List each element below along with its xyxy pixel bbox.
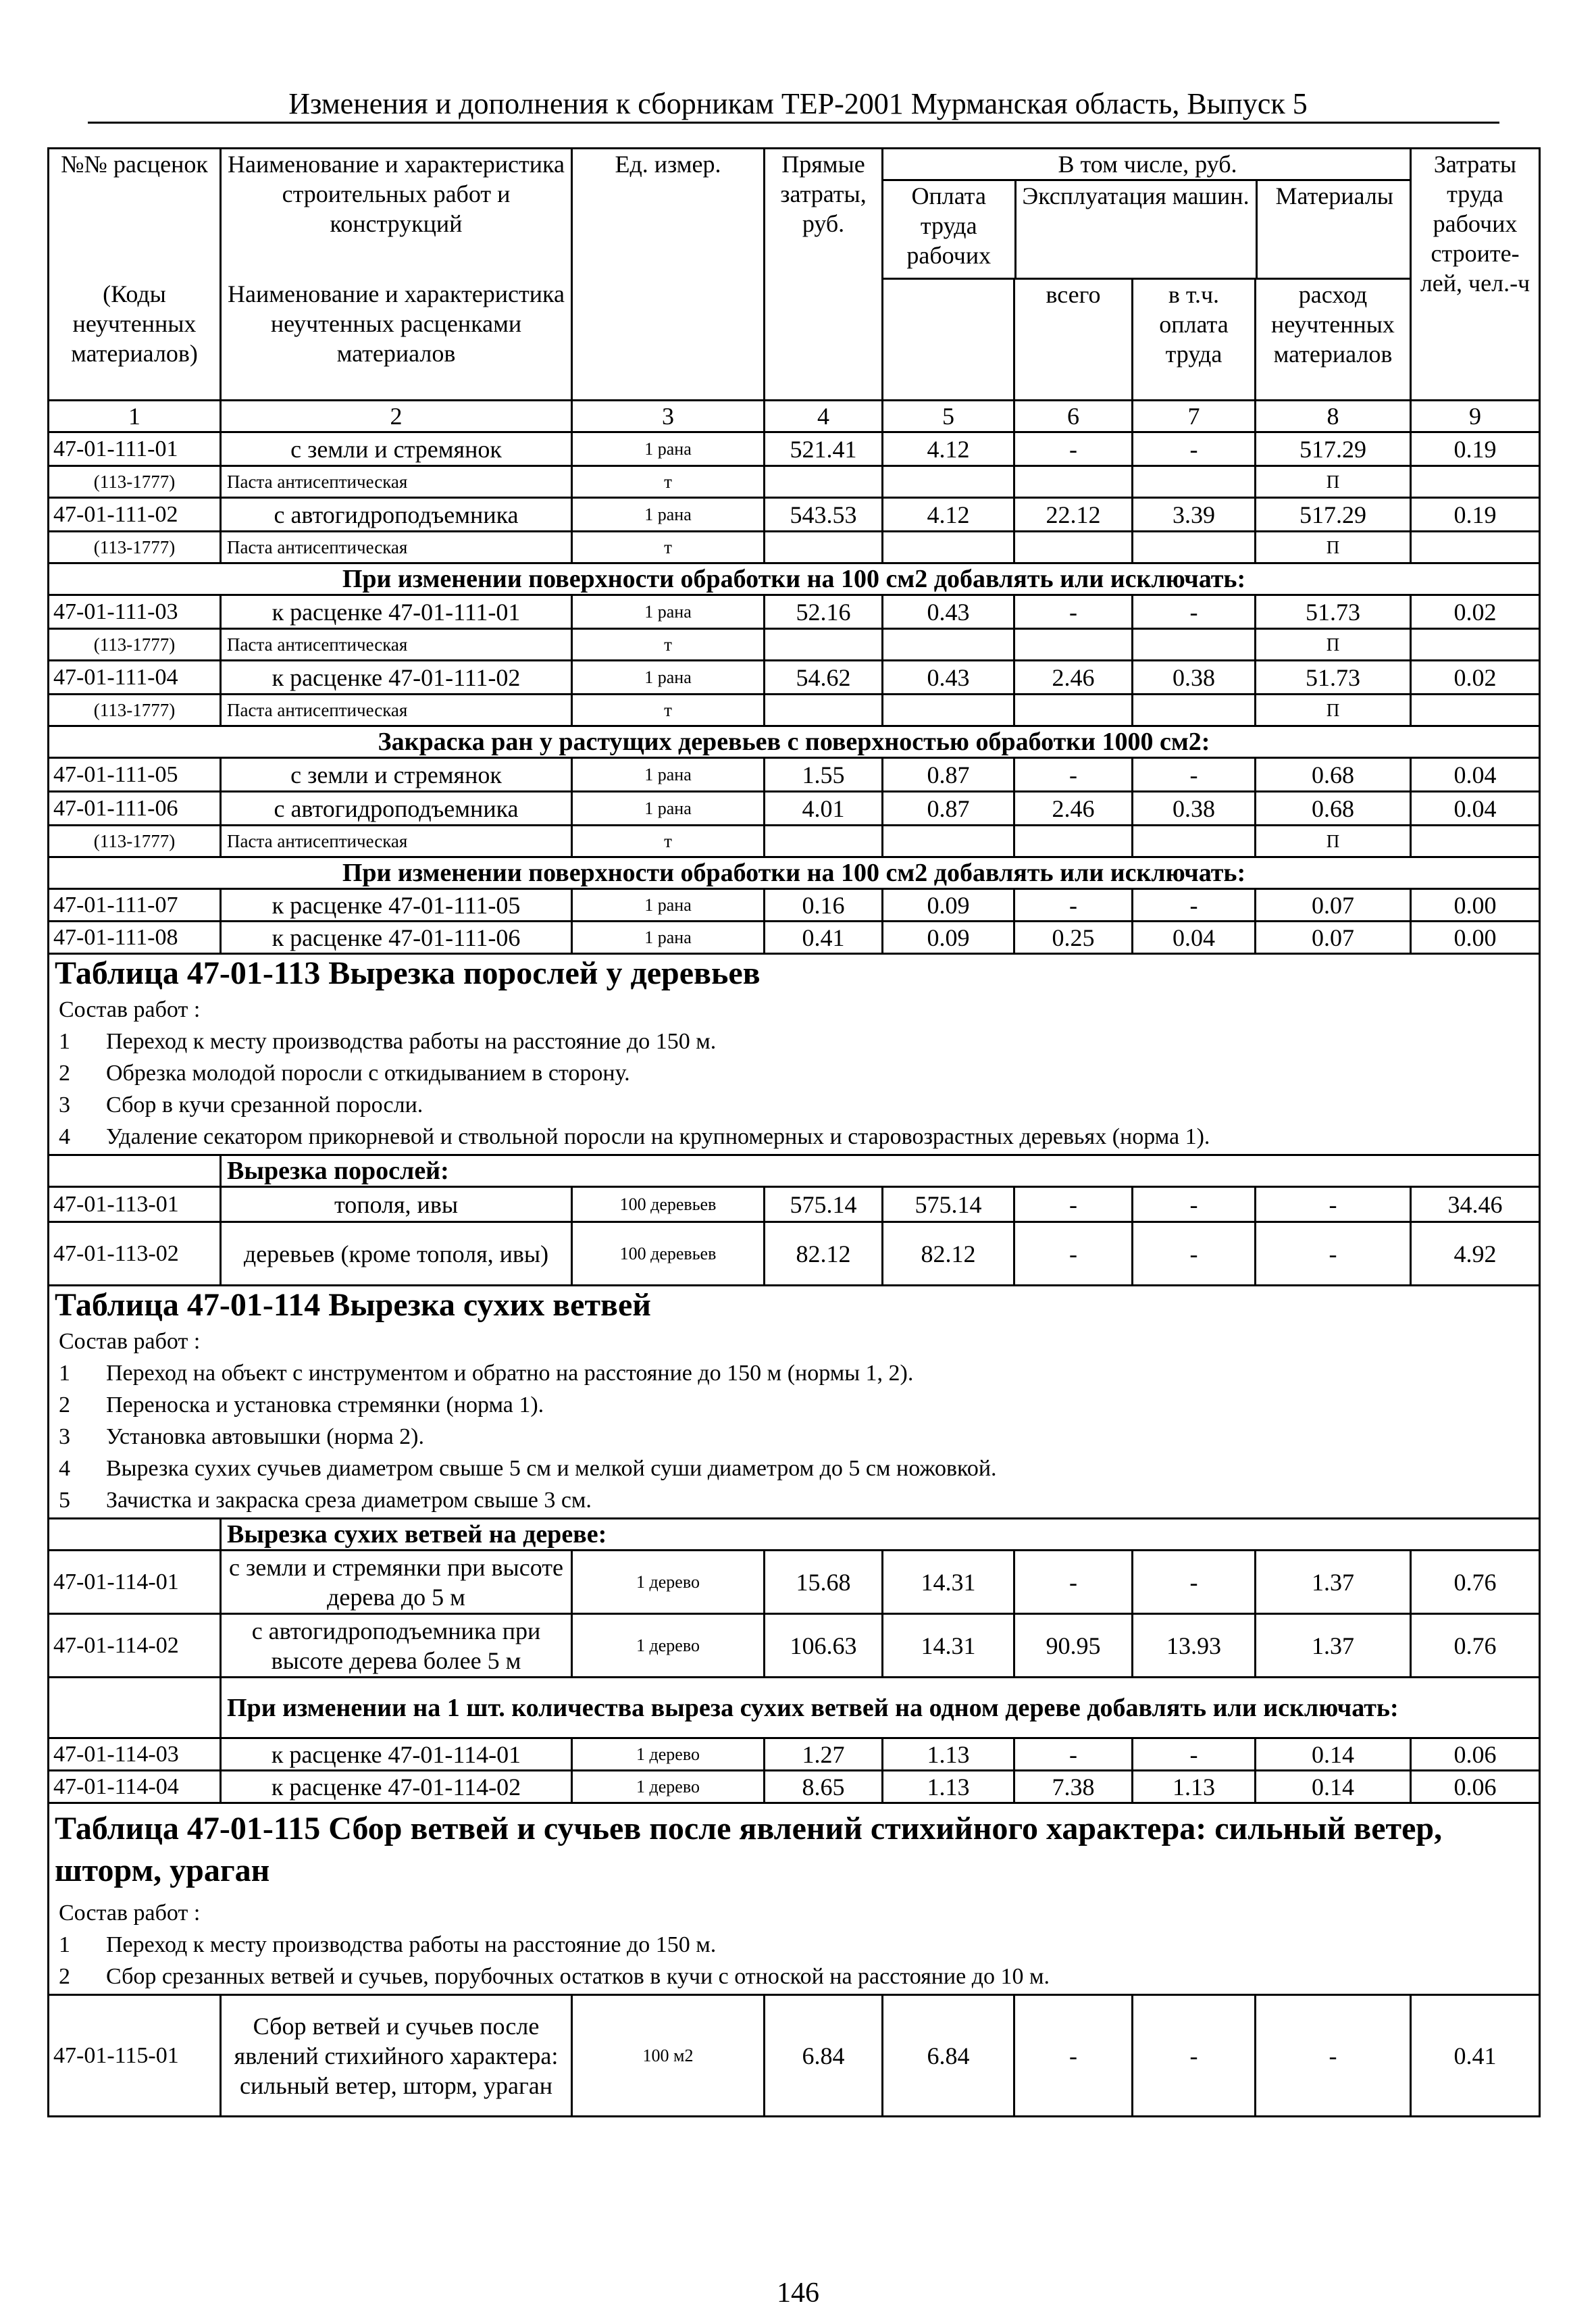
work-item: 4 Удаление секатором прикорневой и ствольной поросли на крупномерных и старовозрастных деревьях (норма 1).: [59, 1124, 1210, 1149]
colnum: 3: [572, 401, 765, 432]
rate-labor: 0.41: [1411, 1995, 1540, 2117]
section-115: [49, 1803, 1540, 2117]
rate-unit: 1 дерево: [572, 1551, 765, 1614]
rate-machwage: 13.93: [1133, 1614, 1256, 1678]
work-item: 2 Обрезка молодой поросли с откидыванием в сторону.: [59, 1061, 630, 1086]
rate-code: 47-01-111-05: [49, 758, 221, 792]
rate-machwage: -: [1133, 1551, 1256, 1614]
rate-mat: -: [1256, 1222, 1411, 1286]
rate-wage: 1.13: [883, 1771, 1014, 1803]
rate-unit: 1 рана: [572, 922, 765, 954]
rate-mach: -: [1014, 889, 1133, 922]
material-row: [49, 532, 1540, 563]
rate-mat: 517.29: [1256, 432, 1411, 466]
rate-direct: 1.55: [765, 758, 883, 792]
rate-labor: 0.04: [1411, 758, 1540, 792]
table-row: [49, 432, 1540, 466]
material-mat: П: [1256, 532, 1411, 563]
rate-direct: 521.41: [765, 432, 883, 466]
rate-direct: 82.12: [765, 1222, 883, 1286]
rate-unit: 1 дерево: [572, 1614, 765, 1678]
rate-labor: 0.19: [1411, 432, 1540, 466]
rate-direct: 106.63: [765, 1614, 883, 1678]
material-name: Паста антисептическая: [221, 695, 572, 726]
rate-mach: -: [1014, 595, 1133, 629]
rate-unit: 1 рана: [572, 661, 765, 695]
material-unit: т: [572, 629, 765, 661]
rate-code: 47-01-113-01: [49, 1187, 221, 1222]
rate-unit: 1 дерево: [572, 1738, 765, 1771]
rate-direct: 575.14: [765, 1187, 883, 1222]
rate-mat: -: [1256, 1995, 1411, 2117]
rate-mach: -: [1014, 758, 1133, 792]
work-item: 1 Переход на объект с инструментом и обратно на расстояние до 150 м (нормы 1, 2).: [59, 1361, 914, 1386]
work-item: 3 Сбор в кучи срезанной поросли.: [59, 1092, 423, 1117]
section-113: [49, 954, 1540, 1286]
work-item: 5 Зачистка и закраска среза диаметром свыше 3 см.: [59, 1488, 592, 1513]
rate-name: с земли и стремянки при высоте дерева до 5 м: [221, 1551, 572, 1614]
rate-wage: 4.12: [883, 498, 1014, 532]
rate-machwage: 0.38: [1133, 792, 1256, 826]
material-code: (113-1777): [49, 826, 221, 857]
rate-direct: 543.53: [765, 498, 883, 532]
material-code: (113-1777): [49, 532, 221, 563]
rate-labor: 0.00: [1411, 889, 1540, 922]
material-row: [49, 695, 1540, 726]
rates-table: [47, 147, 1541, 2117]
material-code: (113-1777): [49, 695, 221, 726]
rate-machwage: -: [1133, 758, 1256, 792]
colnum: 8: [1256, 401, 1411, 432]
table-title: Таблица 47-01-115 Сбор ветвей и сучьев после явлений стихийного характера: сильный ветер, шторм, ураган: [49, 1803, 1540, 1896]
colnum: 6: [1014, 401, 1133, 432]
rate-wage: 82.12: [883, 1222, 1014, 1286]
rate-machwage: -: [1133, 432, 1256, 466]
rate-name: к расценке 47-01-114-02: [221, 1771, 572, 1803]
rate-unit: 1 рана: [572, 595, 765, 629]
rate-wage: 6.84: [883, 1995, 1014, 2117]
rate-unit: 1 рана: [572, 792, 765, 826]
table-row: [49, 889, 1540, 922]
table-row: [49, 1614, 1540, 1678]
rate-name: с земли и стремянок: [221, 758, 572, 792]
material-unit: т: [572, 532, 765, 563]
rate-unit: 100 деревьев: [572, 1187, 765, 1222]
rate-direct: 6.84: [765, 1995, 883, 2117]
head-mach-wage: в т.ч. оплата труда: [1133, 279, 1256, 401]
rate-labor: 4.92: [1411, 1222, 1540, 1286]
work-item: 2 Переноска и установка стремянки (норма 1).: [59, 1392, 544, 1417]
rate-code: 47-01-111-06: [49, 792, 221, 826]
rate-name: к расценке 47-01-114-01: [221, 1738, 572, 1771]
head-direct: Прямые затраты, руб.: [765, 149, 883, 401]
rate-mat: 51.73: [1256, 661, 1411, 695]
rate-wage: 14.31: [883, 1614, 1014, 1678]
rate-mach: -: [1014, 1551, 1133, 1614]
works-list: [49, 992, 1540, 1155]
head-incl: В том числе, руб.: [883, 149, 1412, 180]
table-row: [49, 1995, 1540, 2117]
rate-direct: 8.65: [765, 1771, 883, 1803]
rate-labor: 34.46: [1411, 1187, 1540, 1222]
table-row: [49, 595, 1540, 629]
head-name: Наименование и характеристика строительных работ и конструкций: [221, 149, 572, 279]
work-item: 2 Сбор срезанных ветвей и сучьев, порубочных остатков в кучи с отноской на расстояние до 10 м.: [59, 1964, 1050, 1989]
rate-mat: 51.73: [1256, 595, 1411, 629]
rate-name: деревьев (кроме тополя, ивы): [221, 1222, 572, 1286]
head-wage: Оплата труда рабочих: [883, 180, 1015, 278]
material-code: (113-1777): [49, 629, 221, 661]
rate-code: 47-01-114-04: [49, 1771, 221, 1803]
group-label: Вырезка сухих ветвей на дереве:: [221, 1519, 1540, 1551]
head-incl-group: [883, 149, 1411, 279]
rate-wage: 1.13: [883, 1738, 1014, 1771]
rate-labor: 0.02: [1411, 661, 1540, 695]
table-row: [49, 792, 1540, 826]
section-114: [49, 1286, 1540, 1803]
rate-mach: -: [1014, 1187, 1133, 1222]
rate-direct: 52.16: [765, 595, 883, 629]
works-label: Состав работ :: [59, 997, 201, 1022]
rate-mat: 0.14: [1256, 1771, 1411, 1803]
rate-direct: 15.68: [765, 1551, 883, 1614]
rate-code: 47-01-113-02: [49, 1222, 221, 1286]
rate-labor: 0.00: [1411, 922, 1540, 954]
rate-wage: 0.43: [883, 661, 1014, 695]
rate-name: к расценке 47-01-111-06: [221, 922, 572, 954]
works-list: [49, 1324, 1540, 1519]
rate-name: к расценке 47-01-111-01: [221, 595, 572, 629]
material-row: [49, 466, 1540, 498]
rate-labor: 0.76: [1411, 1551, 1540, 1614]
table-row: [49, 1771, 1540, 1803]
rate-mach: 2.46: [1014, 792, 1133, 826]
rate-labor: 0.02: [1411, 595, 1540, 629]
rate-unit: 1 рана: [572, 889, 765, 922]
rate-labor: 0.76: [1411, 1614, 1540, 1678]
rate-code: 47-01-111-01: [49, 432, 221, 466]
head-mach-total: всего: [1014, 279, 1133, 401]
rate-unit: 1 рана: [572, 498, 765, 532]
rate-unit: 1 рана: [572, 758, 765, 792]
rate-mat: 0.07: [1256, 922, 1411, 954]
material-row: [49, 826, 1540, 857]
note-row: [49, 726, 1540, 758]
rate-direct: 0.16: [765, 889, 883, 922]
head-mach: Эксплуатация машин.: [1015, 180, 1256, 278]
rate-machwage: -: [1133, 595, 1256, 629]
header-rule: [88, 122, 1499, 124]
rate-name: с автогидроподъемника при высоте дерева более 5 м: [221, 1614, 572, 1678]
material-unit: т: [572, 695, 765, 726]
material-row: [49, 629, 1540, 661]
rate-direct: 4.01: [765, 792, 883, 826]
rate-code: 47-01-114-03: [49, 1738, 221, 1771]
material-unit: т: [572, 466, 765, 498]
works-label: Состав работ :: [59, 1901, 201, 1926]
head-codes: №№ расценок: [49, 149, 221, 279]
head-name-sub: Наименование и характеристика неучтенных расценками материалов: [221, 279, 572, 401]
rate-direct: 0.41: [765, 922, 883, 954]
rate-machwage: 3.39: [1133, 498, 1256, 532]
table-row: [49, 1551, 1540, 1614]
head-wage-blank: [883, 279, 1014, 401]
rate-labor: 0.06: [1411, 1771, 1540, 1803]
page-header: Изменения и дополнения к сборникам ТЕР-2001 Мурманская область, Выпуск 5: [288, 87, 1308, 120]
head-codes-sub: (Коды неучтенных материалов): [49, 279, 221, 401]
material-mat: П: [1256, 466, 1411, 498]
material-name: Паста антисептическая: [221, 532, 572, 563]
rate-mat: 1.37: [1256, 1614, 1411, 1678]
material-unit: т: [572, 826, 765, 857]
rate-mat: 517.29: [1256, 498, 1411, 532]
column-numbers: [49, 401, 1540, 432]
material-name: Паста антисептическая: [221, 466, 572, 498]
colnum: 7: [1133, 401, 1256, 432]
table-title: Таблица 47-01-114 Вырезка сухих ветвей: [49, 1286, 1540, 1325]
rate-mat: 0.14: [1256, 1738, 1411, 1771]
section-111: [49, 432, 1540, 954]
note-row: [49, 563, 1540, 595]
rate-machwage: -: [1133, 1995, 1256, 2117]
colnum: 4: [765, 401, 883, 432]
work-item: 3 Установка автовышки (норма 2).: [59, 1424, 424, 1449]
rate-labor: 0.04: [1411, 792, 1540, 826]
rate-code: 47-01-114-01: [49, 1551, 221, 1614]
rate-code: 47-01-115-01: [49, 1995, 221, 2117]
material-code: (113-1777): [49, 466, 221, 498]
rate-mach: 22.12: [1014, 498, 1133, 532]
rate-machwage: -: [1133, 1222, 1256, 1286]
table-row: [49, 498, 1540, 532]
head-labor: Затраты труда рабочих строите- лей, чел.-ч: [1411, 149, 1540, 401]
rate-labor: 0.06: [1411, 1738, 1540, 1771]
rate-unit: 100 деревьев: [572, 1222, 765, 1286]
rate-wage: 0.87: [883, 758, 1014, 792]
works-list: [49, 1896, 1540, 1995]
rate-mach: 0.25: [1014, 922, 1133, 954]
rate-mach: -: [1014, 432, 1133, 466]
rate-labor: 0.19: [1411, 498, 1540, 532]
group-label: Вырезка порослей:: [221, 1155, 1540, 1187]
table-header: [49, 149, 1540, 432]
rate-machwage: 0.38: [1133, 661, 1256, 695]
table-row: [49, 1738, 1540, 1771]
rate-unit: 1 рана: [572, 432, 765, 466]
material-mat: П: [1256, 629, 1411, 661]
rate-code: 47-01-111-02: [49, 498, 221, 532]
rate-code: 47-01-111-07: [49, 889, 221, 922]
rate-direct: 54.62: [765, 661, 883, 695]
page-number: 146: [777, 2278, 819, 2309]
rate-mach: 2.46: [1014, 661, 1133, 695]
rate-mat: 0.68: [1256, 792, 1411, 826]
rate-mat: -: [1256, 1187, 1411, 1222]
table-row: [49, 661, 1540, 695]
rate-wage: 0.09: [883, 889, 1014, 922]
rate-wage: 4.12: [883, 432, 1014, 466]
head-mat: Материалы: [1275, 182, 1393, 209]
head-unit: Ед. измер.: [572, 149, 765, 401]
rate-unit: 100 м2: [572, 1995, 765, 2117]
rate-code: 47-01-111-08: [49, 922, 221, 954]
rate-name: с земли и стремянок: [221, 432, 572, 466]
rate-mach: -: [1014, 1222, 1133, 1286]
rate-mat: 0.68: [1256, 758, 1411, 792]
rate-mach: -: [1014, 1738, 1133, 1771]
rate-code: 47-01-111-03: [49, 595, 221, 629]
rate-machwage: -: [1133, 1738, 1256, 1771]
rate-unit: 1 дерево: [572, 1771, 765, 1803]
material-name: Паста антисептическая: [221, 629, 572, 661]
head-mat-sub: расход неучтенных материалов: [1256, 279, 1411, 401]
note-row: [49, 857, 1540, 889]
table-row: [49, 1187, 1540, 1222]
table-row: [49, 922, 1540, 954]
rate-name: с автогидроподъемника: [221, 792, 572, 826]
colnum: 9: [1411, 401, 1540, 432]
rate-name: Сбор ветвей и сучьев после явлений стихийного характера: сильный ветер, шторм, ураган: [221, 1995, 572, 2117]
section-note: Закраска ран у растущих деревьев с поверхностью обработки 1000 см2:: [49, 726, 1540, 758]
colnum: 1: [49, 401, 221, 432]
work-item: 1 Переход к месту производства работы на расстояние до 150 м.: [59, 1932, 717, 1957]
rate-name: к расценке 47-01-111-02: [221, 661, 572, 695]
material-mat: П: [1256, 826, 1411, 857]
section-note: При изменении поверхности обработки на 100 см2 добавлять или исключать:: [49, 563, 1540, 595]
rate-mat: 0.07: [1256, 889, 1411, 922]
material-name: Паста антисептическая: [221, 826, 572, 857]
rate-machwage: -: [1133, 1187, 1256, 1222]
rate-wage: 0.43: [883, 595, 1014, 629]
work-item: 4 Вырезка сухих сучьев диаметром свыше 5 см и мелкой суши диаметром до 5 см ножовкой.: [59, 1456, 997, 1481]
rate-wage: 0.87: [883, 792, 1014, 826]
rate-mach: 90.95: [1014, 1614, 1133, 1678]
rate-machwage: -: [1133, 889, 1256, 922]
section-note: При изменении на 1 шт. количества выреза сухих ветвей на одном дереве добавлять или исключать:: [221, 1678, 1540, 1738]
table-row: [49, 1222, 1540, 1286]
material-mat: П: [1256, 695, 1411, 726]
rate-mat: 1.37: [1256, 1551, 1411, 1614]
rate-name: тополя, ивы: [221, 1187, 572, 1222]
rate-code: 47-01-111-04: [49, 661, 221, 695]
rate-mach: 7.38: [1014, 1771, 1133, 1803]
rate-machwage: 0.04: [1133, 922, 1256, 954]
table-row: [49, 758, 1540, 792]
table-title: Таблица 47-01-113 Вырезка порослей у деревьев: [49, 954, 1540, 993]
rate-mach: -: [1014, 1995, 1133, 2117]
rate-direct: 1.27: [765, 1738, 883, 1771]
rate-wage: 14.31: [883, 1551, 1014, 1614]
colnum: 2: [221, 401, 572, 432]
rate-wage: 0.09: [883, 922, 1014, 954]
rate-machwage: 1.13: [1133, 1771, 1256, 1803]
rate-name: с автогидроподъемника: [221, 498, 572, 532]
section-note: При изменении поверхности обработки на 100 см2 добавлять или исключать:: [49, 857, 1540, 889]
works-label: Состав работ :: [59, 1329, 201, 1354]
rate-wage: 575.14: [883, 1187, 1014, 1222]
colnum: 5: [883, 401, 1014, 432]
rate-code: 47-01-114-02: [49, 1614, 221, 1678]
rate-name: к расценке 47-01-111-05: [221, 889, 572, 922]
work-item: 1 Переход к месту производства работы на расстояние до 150 м.: [59, 1029, 717, 1054]
